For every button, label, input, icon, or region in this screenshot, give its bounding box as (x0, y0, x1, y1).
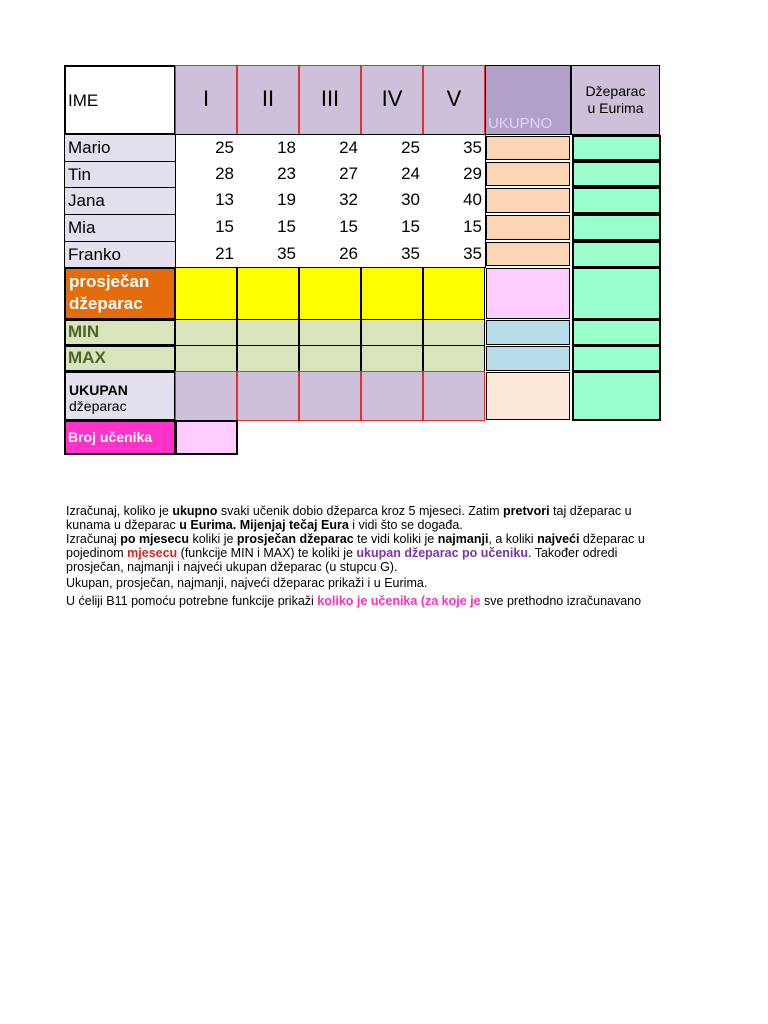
avg-cell[interactable] (299, 267, 361, 320)
value-cell[interactable]: 35 (463, 138, 482, 157)
value-cell[interactable]: 40 (463, 190, 482, 209)
total-cell[interactable] (299, 371, 361, 421)
value-cell[interactable]: 13 (215, 190, 234, 209)
value-cell[interactable]: 25 (401, 138, 420, 157)
header-euro-line2: u Eurima (587, 100, 644, 116)
header-month-3: III (299, 65, 361, 135)
avg-total-cell[interactable] (486, 268, 570, 319)
value-cell[interactable]: 15 (401, 217, 420, 236)
max-cell[interactable] (237, 345, 299, 372)
max-cell[interactable] (361, 345, 423, 372)
header-ukupno-label: UKUPNO (488, 115, 553, 132)
ukupno-cell[interactable] (486, 242, 570, 266)
value-cell[interactable]: 24 (339, 138, 358, 157)
euro-cell[interactable] (572, 241, 661, 268)
avg-label-cell (64, 267, 176, 320)
student-name-mario: Mario (65, 135, 175, 161)
value-cell[interactable]: 35 (401, 244, 420, 263)
total-cell[interactable] (175, 371, 237, 421)
ukupno-cell[interactable] (486, 215, 570, 240)
max-label-cell (64, 345, 176, 372)
avg-euro-cell[interactable] (572, 267, 661, 320)
euro-cell[interactable] (572, 187, 661, 214)
value-cell[interactable]: 28 (215, 164, 234, 183)
total-total-cell[interactable] (486, 372, 570, 420)
max-cell[interactable] (175, 345, 237, 372)
min-label: MIN (68, 322, 100, 341)
count-label-cell (64, 420, 176, 455)
ukupno-cell[interactable] (486, 162, 570, 186)
min-euro-cell[interactable] (572, 319, 661, 346)
count-label: Broj učenika (68, 429, 153, 445)
header-euro-cell (571, 65, 660, 135)
header-month-4: IV (361, 65, 423, 135)
total-label-line2: džeparac (69, 398, 127, 414)
header-ukupno-cell (485, 65, 571, 135)
total-cell[interactable] (361, 371, 423, 421)
header-ime-cell (64, 65, 176, 135)
student-name-franko: Franko (65, 241, 175, 267)
student-name-tin: Tin (65, 161, 175, 187)
value-cell[interactable]: 23 (277, 164, 296, 183)
student-name-jana: Jana (65, 187, 175, 214)
value-cell[interactable]: 15 (215, 217, 234, 236)
value-cell[interactable]: 15 (339, 217, 358, 236)
value-cell[interactable]: 15 (277, 217, 296, 236)
instruction-paragraph-1: Izračunaj, koliko je ukupno svaki učenik dobio džeparca kroz 5 mjeseci. Zatim pretvori taj džeparac u kunama u džeparac u Eurima. Mijenjaj tečaj Eura i vidi što se događa. (66, 504, 632, 532)
min-cell[interactable] (175, 319, 237, 346)
header-month-5: V (423, 65, 485, 135)
avg-cell[interactable] (175, 267, 237, 320)
instruction-paragraph-4: U ćeliji B11 pomoću potrebne funkcije prikaži koliko je učenika (za koje je sve prethodno izračunavano (66, 594, 642, 608)
euro-cell[interactable] (572, 161, 661, 187)
avg-cell[interactable] (361, 267, 423, 320)
instruction-paragraph-2: Izračunaj po mjesecu koliki je prosječan džeparac te vidi koliki je najmanji, a koliki najveći džeparac u pojedinom mjesecu (funkcije MIN i MAX) te koliki je ukupan džeparac po učeniku. Također odredi prosječan, najmanji i najveći ukupan džeparac (u stupcu G). (66, 532, 645, 574)
min-label-cell (64, 319, 176, 346)
count-cell[interactable] (175, 420, 238, 455)
max-cell[interactable] (299, 345, 361, 372)
value-cell[interactable]: 27 (339, 164, 358, 183)
total-label-cell (64, 371, 176, 421)
value-cell[interactable]: 29 (463, 164, 482, 183)
min-cell[interactable] (423, 319, 485, 346)
header-month-2: II (237, 65, 299, 135)
ukupno-cell[interactable] (486, 188, 570, 213)
max-label: MAX (68, 348, 106, 367)
avg-label-line1: prosječan (69, 272, 150, 291)
header-euro-line1: Džeparac (585, 83, 646, 99)
total-cell[interactable] (237, 371, 299, 421)
avg-cell[interactable] (423, 267, 485, 320)
avg-cell[interactable] (237, 267, 299, 320)
max-cell[interactable] (423, 345, 485, 372)
value-cell[interactable]: 25 (215, 138, 234, 157)
min-cell[interactable] (361, 319, 423, 346)
student-name-mia: Mia (65, 214, 175, 241)
value-cell[interactable]: 26 (339, 244, 358, 263)
instruction-paragraph-3: Ukupan, prosječan, najmanji, najveći džeparac prikaži i u Eurima. (66, 576, 428, 590)
min-total-cell[interactable] (486, 320, 570, 345)
value-cell[interactable]: 18 (277, 138, 296, 157)
max-euro-cell[interactable] (572, 345, 661, 372)
value-cell[interactable]: 15 (463, 217, 482, 236)
value-cell[interactable]: 35 (463, 244, 482, 263)
header-ime-label: IME (68, 91, 99, 110)
max-total-cell[interactable] (486, 346, 570, 371)
total-label-line1: UKUPAN (69, 382, 128, 398)
header-month-1: I (175, 65, 237, 135)
total-cell[interactable] (423, 371, 485, 421)
total-euro-cell[interactable] (572, 371, 661, 421)
avg-label-line2: džeparac (69, 294, 143, 313)
ukupno-cell[interactable] (486, 136, 570, 160)
value-cell[interactable]: 35 (277, 244, 296, 263)
value-cell[interactable]: 32 (339, 190, 358, 209)
euro-cell[interactable] (572, 214, 661, 241)
value-cell[interactable]: 21 (215, 244, 234, 263)
value-cell[interactable]: 19 (277, 190, 296, 209)
value-cell[interactable]: 24 (401, 164, 420, 183)
value-cell[interactable]: 30 (401, 190, 420, 209)
min-cell[interactable] (299, 319, 361, 346)
euro-cell[interactable] (572, 135, 661, 161)
min-cell[interactable] (237, 319, 299, 346)
